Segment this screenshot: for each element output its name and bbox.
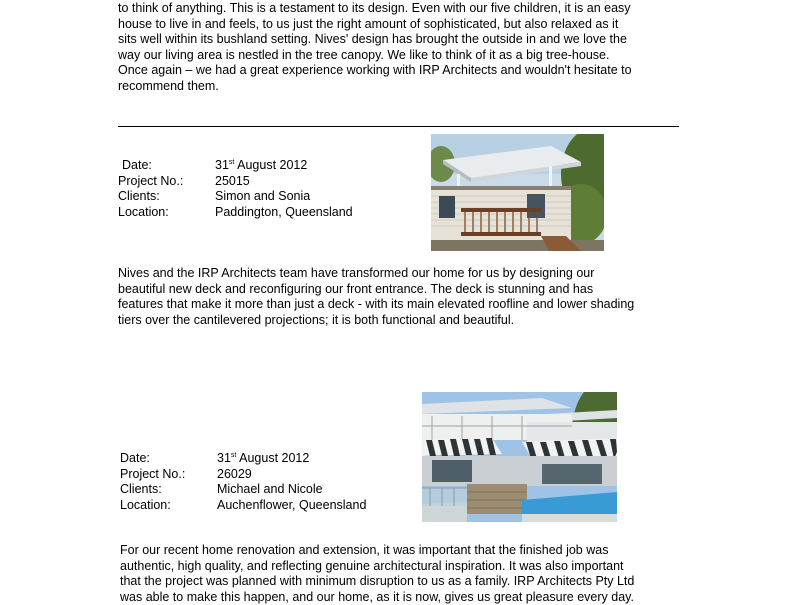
clients-row xyxy=(118,189,353,205)
clients-value: Michael and Nicole xyxy=(217,482,323,496)
testimonial-line: that the project was planned with minimum disruption to us as a family. IRP Architects Pty Ltd xyxy=(120,574,635,589)
location-value: Auchenflower, Queensland xyxy=(217,497,367,512)
house-pool-photo xyxy=(422,392,617,522)
house-deck-photo xyxy=(431,134,604,251)
date-value: 31st August 2012 xyxy=(217,451,310,465)
testimonial-line: beautiful new deck and reconfiguring our front entrance. The deck is stunning and has xyxy=(118,281,594,296)
location-row xyxy=(118,205,353,221)
date-row xyxy=(118,158,353,174)
testimonial-line: sits well within its bushland setting. Nives' design has brought the outside in and we love the xyxy=(118,32,627,47)
project-2-testimonial xyxy=(120,543,634,605)
location-label: Location: xyxy=(120,497,171,512)
project-1-testimonial xyxy=(118,266,634,328)
date-label: Date: xyxy=(120,451,150,465)
testimonial-line: For our recent home renovation and extension, it was important that the finished job was xyxy=(120,543,609,557)
clients-label: Clients: xyxy=(118,189,160,203)
testimonial-line: tiers over the cantilevered projections; it is both functional and beautiful. xyxy=(118,312,515,327)
testimonial-line: features that make it more than just a deck - with its main elevated roofline and lower shading xyxy=(118,297,635,312)
testimonial-line: was able to make this happen, and our home, as it is now, gives us great pleasure every day. xyxy=(120,589,634,604)
testimonial-line: Nives and the IRP Architects team have transformed our home for us by designing our xyxy=(118,266,595,280)
location-value: Paddington, Queensland xyxy=(215,204,353,219)
date-row xyxy=(120,451,366,467)
project-no-value: 25015 xyxy=(215,173,250,188)
clients-label: Clients: xyxy=(120,482,162,496)
testimonial-line: Once again – we had a great experience working with IRP Architects and wouldn't hesitate to xyxy=(118,63,632,78)
project-no-row xyxy=(118,174,353,190)
section-divider xyxy=(118,126,679,127)
clients-row xyxy=(120,482,366,498)
project-no-value: 26029 xyxy=(217,466,252,481)
project-1-details xyxy=(118,158,353,220)
location-row xyxy=(120,498,366,514)
testimonial-line: recommend them. xyxy=(118,78,219,93)
testimonial-line: house to live in and feels, to us just the right amount of sophisticated, but also relaxed as it xyxy=(118,16,619,31)
project-2-details xyxy=(120,451,366,513)
clients-value: Simon and Sonia xyxy=(215,189,311,203)
testimonial-line: to think of anything. This is a testament to its design. Even with our five children, it is an easy xyxy=(118,1,631,15)
testimonial-top xyxy=(118,1,632,95)
testimonial-line: authentic, high quality, and reflecting genuine architectural inspiration. It was also important xyxy=(120,558,624,573)
testimonial-line: way our living area is nestled in the tree canopy. We like to think of it as a big tree-house. xyxy=(118,47,610,62)
date-value: 31st August 2012 xyxy=(215,158,308,172)
location-label: Location: xyxy=(118,204,169,219)
date-label: Date: xyxy=(122,158,152,172)
project-no-row xyxy=(120,467,366,483)
project-no-label: Project No.: xyxy=(118,173,184,188)
project-no-label: Project No.: xyxy=(120,466,186,481)
